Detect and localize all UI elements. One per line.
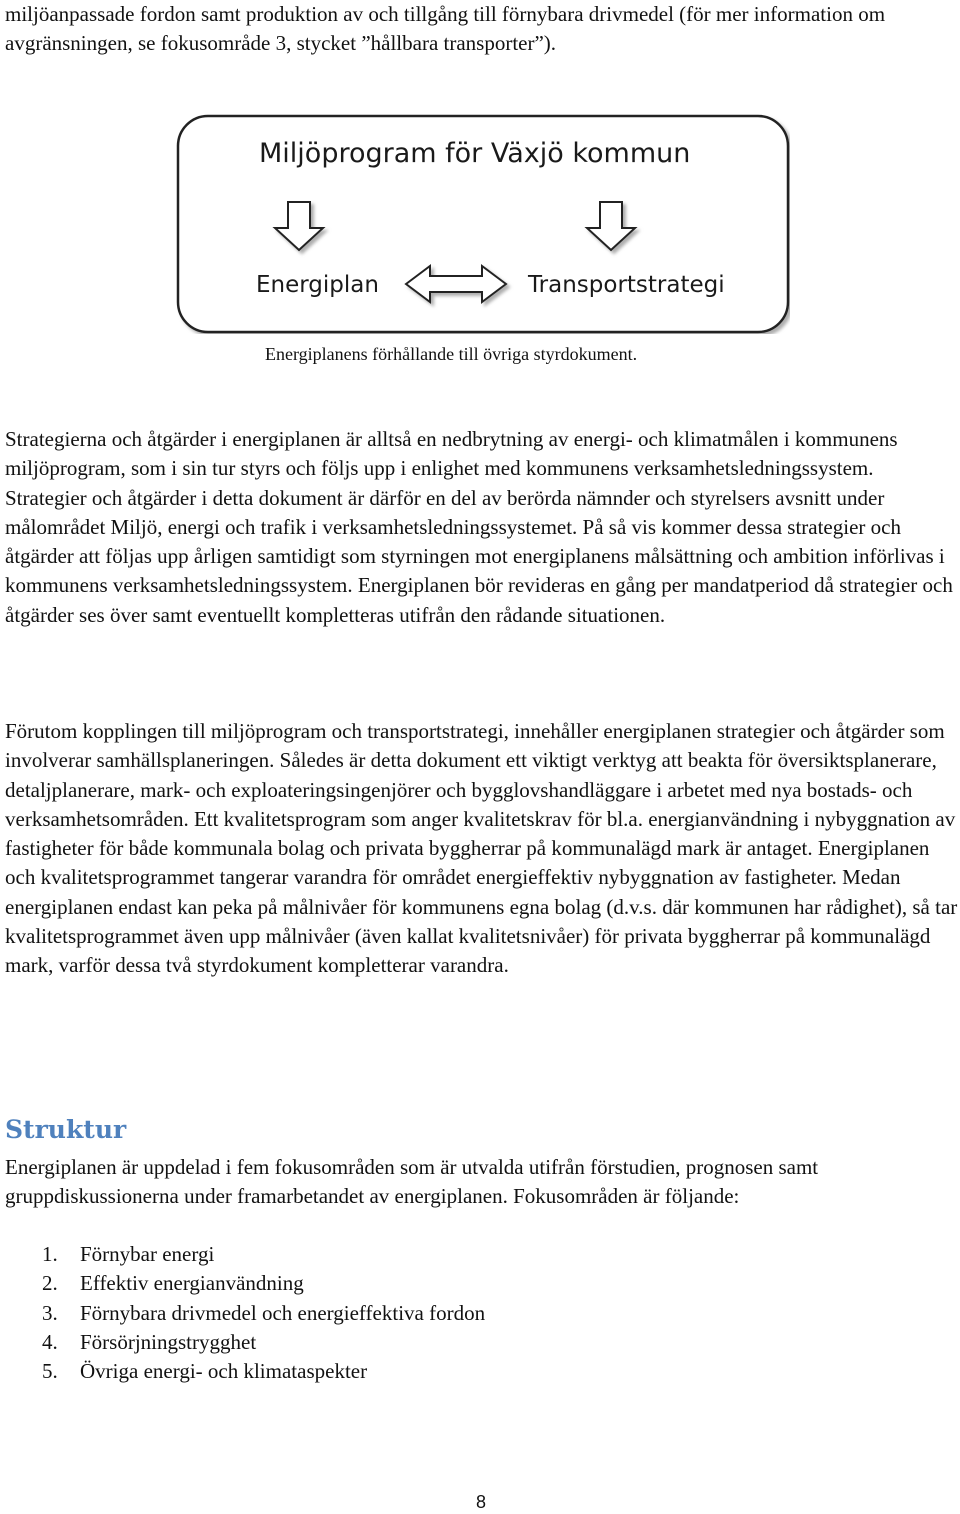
list-item-number: 2. — [42, 1271, 58, 1296]
list-item-label: Förnybara drivmedel och energieffektiva fordon — [80, 1300, 486, 1325]
intro-paragraph: miljöanpassade fordon samt produktion av och tillgång till förnybara drivmedel (för mer information om avgränsningen, se fokusområde 3, stycket ”hållbara transporter”). — [5, 2, 886, 56]
list-item-label: Övriga energi- och klimataspekter — [80, 1359, 368, 1384]
relationship-diagram — [176, 114, 790, 334]
list-item-number: 5. — [42, 1359, 58, 1384]
list-item-number: 4. — [42, 1329, 58, 1354]
paragraph-struktur: Energiplanen är uppdelad i fem fokusområden som är utvalda utifrån förstudien, prognosen samt gruppdiskussionerna under framarbetandet av energiplanen. Fokusområden är följande: — [5, 1155, 819, 1209]
list-item — [42, 1240, 485, 1269]
list-item-number: 1. — [42, 1242, 58, 1266]
focus-area-list — [42, 1240, 485, 1386]
diagram-node-energiplan: Energiplan — [256, 272, 379, 298]
diagram-node-transportstrategi: Transportstrategi — [528, 272, 725, 298]
list-item-label: Förnybar energi — [80, 1242, 215, 1266]
page-number: 8 — [476, 1492, 487, 1512]
list-item — [42, 1328, 485, 1357]
paragraph-forutom: Förutom kopplingen till miljöprogram och transportstrategi, innehåller energiplanen strategier och åtgärder som involverar samhällsplaneringen. Således är detta dokument ett viktigt verktyg att beakta för översiktsplanerare, detaljplanerare, mark- och exploateringsingenjörer och bygglovshandläggare i arbetet med nya bostads- och verksamhetsområden. Ett kvalitetsprogram som anger kvalitetskrav för bl.a. energianvändning i nybyggnation av fastigheter för både kommunala bolag och privata byggherrar på kommunalägd mark är antaget. Energiplanen och kvalitetsprogrammet tangerar varandra för området energieffektiv nybyggnation av fastigheter. Medan energiplanen endast kan peka på målnivåer för kommunens egna bolag (d.v.s. där kommunen har rådighet), så tar kvalitetsprogrammet även upp målnivåer (även kallat kvalitetsnivåer) för privata byggherrar på kommunalägd mark, varför dessa två styrdokument kompletterar varandra. — [5, 719, 958, 978]
figure-caption: Energiplanens förhållande till övriga styrdokument. — [265, 344, 638, 364]
paragraph-strategier: Strategierna och åtgärder i energiplanen är alltså en nedbrytning av energi- och klimatmålen i kommunens miljöprogram, som i sin tur styrs och följs upp i enlighet med kommunens verksamhetsledningssystem. Strategier och åtgärder i detta dokument är därför en del av berörda nämnder och styrelsers avsnitt under målområdet Miljö, energi och trafik i verksamhetsledningssystemet. På så vis kommer dessa strategier och åtgärder att följas upp årligen samtidigt som styrningen mot energiplanens målsättning och ambition införlivas i kommunens verksamhetsledningssystem. Energiplanen bör revideras en gång per mandatperiod då strategier och åtgärder ses över samt eventuellt kompletteras utifrån den rådande situationen. — [5, 427, 953, 627]
list-item — [42, 1357, 485, 1386]
diagram-title: Miljöprogram för Växjö kommun — [259, 138, 691, 169]
list-item-label: Försörjningstrygghet — [80, 1329, 257, 1354]
list-item — [42, 1299, 485, 1328]
list-item-label: Effektiv energianvändning — [80, 1271, 304, 1296]
list-item-number: 3. — [42, 1300, 58, 1325]
list-item — [42, 1269, 485, 1298]
section-heading: Struktur — [5, 1115, 127, 1144]
